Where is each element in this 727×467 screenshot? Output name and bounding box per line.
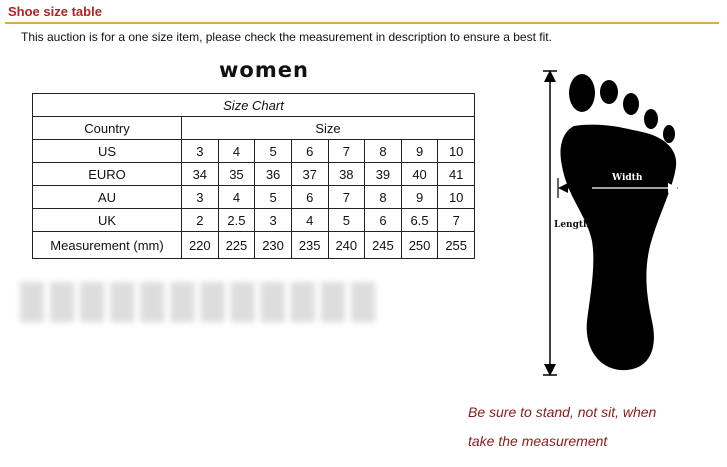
toe-4	[644, 109, 658, 129]
size-chart-table	[32, 93, 475, 259]
big-toe	[569, 74, 595, 112]
size-cell: 40	[401, 163, 438, 186]
size-cell: 6	[365, 209, 402, 232]
size-cell: 34	[182, 163, 219, 186]
size-cell: 4	[218, 186, 255, 209]
size-row	[33, 140, 475, 163]
header-row	[33, 117, 475, 140]
size-cell: 8	[365, 186, 402, 209]
foot-sole	[561, 125, 677, 370]
size-cell: 37	[291, 163, 328, 186]
size-row	[33, 186, 475, 209]
row-label: EURO	[33, 163, 182, 186]
size-cell: 3	[255, 209, 292, 232]
size-cell: 4	[291, 209, 328, 232]
section-title: women	[219, 58, 309, 82]
size-cell: 250	[401, 232, 438, 259]
size-cell: 3	[182, 186, 219, 209]
size-cell: 7	[328, 186, 365, 209]
size-cell: 39	[365, 163, 402, 186]
width-label: Width	[612, 173, 643, 183]
size-cell: 220	[182, 232, 219, 259]
size-cell: 245	[365, 232, 402, 259]
size-cell: 6	[291, 140, 328, 163]
size-cell: 2	[182, 209, 219, 232]
caption-row	[33, 94, 475, 117]
row-label: Measurement (mm)	[33, 232, 182, 259]
size-cell: 2.5	[218, 209, 255, 232]
foot-measurement-diagram	[532, 66, 702, 382]
size-cell: 6.5	[401, 209, 438, 232]
size-cell: 5	[328, 209, 365, 232]
size-cell: 230	[255, 232, 292, 259]
toe-3	[623, 93, 639, 115]
size-cell: 7	[328, 140, 365, 163]
size-row	[33, 209, 475, 232]
size-cell: 255	[438, 232, 475, 259]
size-cell: 9	[401, 140, 438, 163]
page-title: Shoe size table	[8, 4, 102, 19]
size-cell: 10	[438, 186, 475, 209]
size-cell: 8	[365, 140, 402, 163]
country-header: Country	[33, 117, 182, 140]
size-cell: 10	[438, 140, 475, 163]
auction-notice: This auction is for a one size item, please check the measurement in description to ensure a best fit.	[21, 30, 552, 44]
measurement-instruction	[468, 398, 718, 456]
size-chart-body	[33, 140, 475, 259]
blurred-watermark: ████████████	[20, 282, 382, 320]
instruction-line-2: take the measurement	[468, 433, 608, 449]
size-header: Size	[182, 117, 475, 140]
size-cell: 240	[328, 232, 365, 259]
size-cell: 4	[218, 140, 255, 163]
size-cell: 35	[218, 163, 255, 186]
length-label: Length	[554, 220, 590, 230]
size-cell: 235	[291, 232, 328, 259]
row-label: AU	[33, 186, 182, 209]
size-cell: 9	[401, 186, 438, 209]
row-label: US	[33, 140, 182, 163]
size-row	[33, 232, 475, 259]
toe-5	[663, 125, 675, 143]
size-cell: 36	[255, 163, 292, 186]
size-cell: 38	[328, 163, 365, 186]
header-divider	[5, 22, 719, 24]
size-cell: 3	[182, 140, 219, 163]
row-label: UK	[33, 209, 182, 232]
instruction-line-1: Be sure to stand, not sit, when	[468, 404, 657, 420]
size-cell: 225	[218, 232, 255, 259]
size-chart-caption: Size Chart	[33, 94, 475, 117]
size-row	[33, 163, 475, 186]
length-arrow-top	[544, 70, 556, 82]
size-cell: 41	[438, 163, 475, 186]
size-cell: 7	[438, 209, 475, 232]
size-cell: 5	[255, 186, 292, 209]
size-cell: 5	[255, 140, 292, 163]
length-arrow-bottom	[544, 364, 556, 376]
size-cell: 6	[291, 186, 328, 209]
toe-2	[600, 80, 618, 104]
